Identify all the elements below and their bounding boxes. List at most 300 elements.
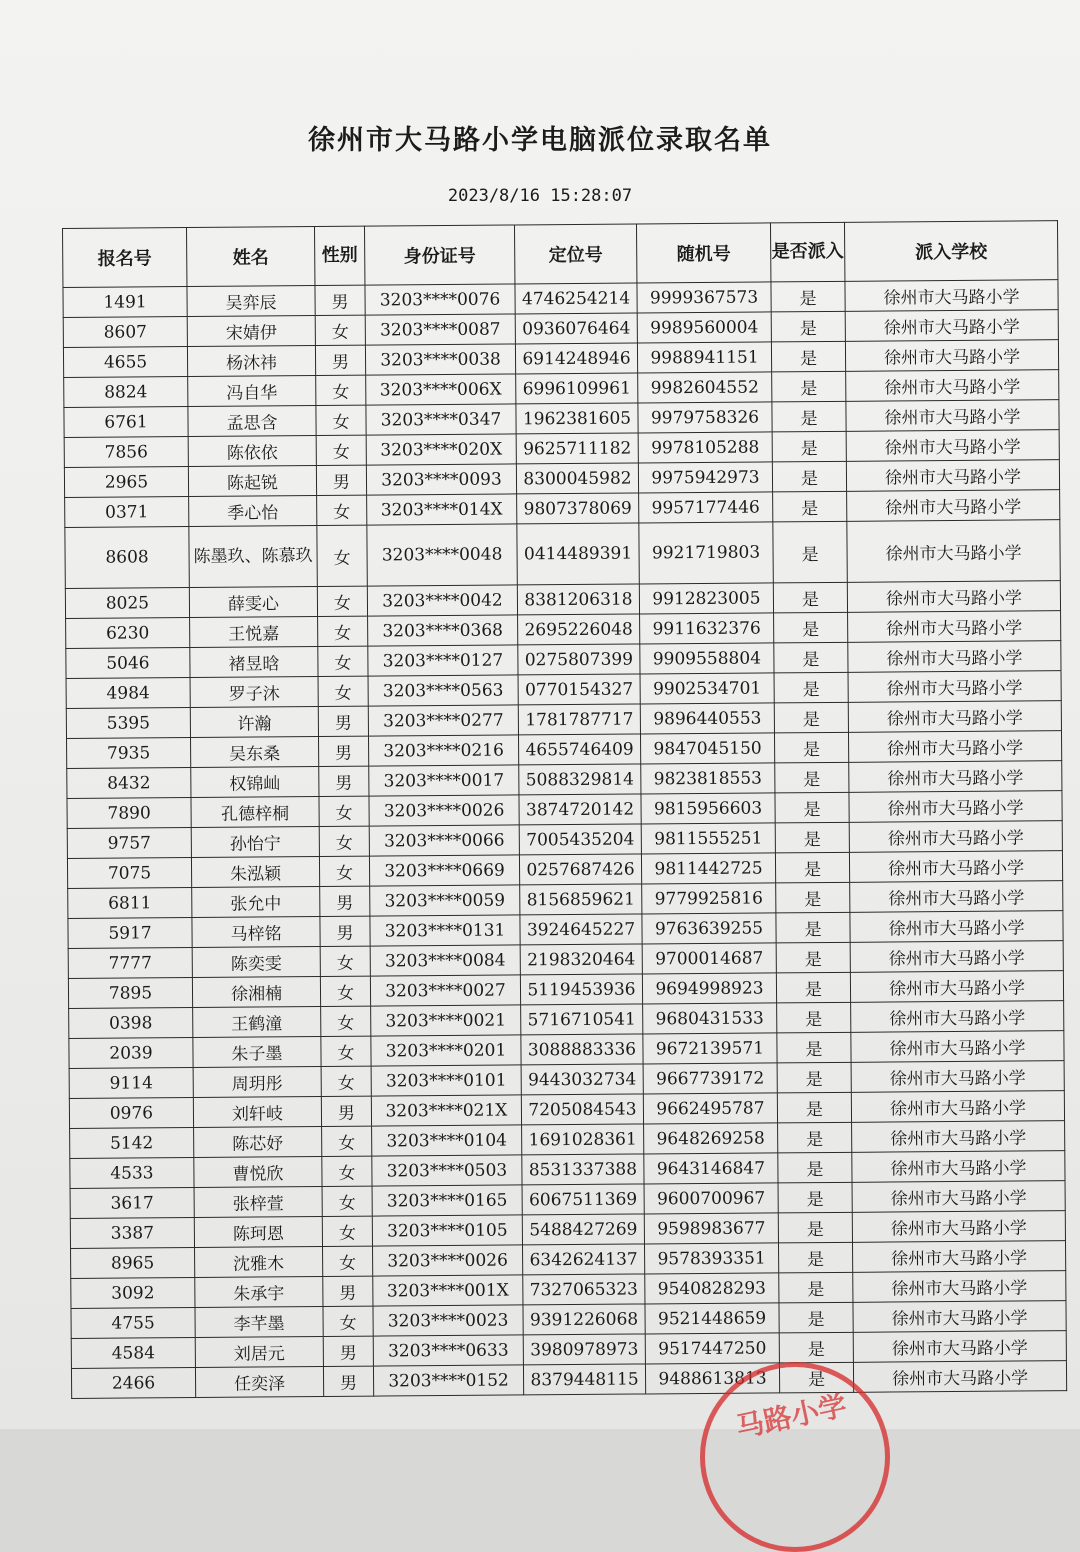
id-number-cell: 3203****0105	[372, 1215, 522, 1246]
position-number-cell: 5088329814	[519, 764, 641, 795]
name-cell: 曹悦欣	[194, 1156, 322, 1187]
name-cell: 罗子沐	[190, 677, 318, 708]
school-cell: 徐州市大马路小学	[851, 1031, 1064, 1063]
assigned-cell: 是	[778, 1212, 852, 1243]
position-number-cell: 2198320464	[520, 944, 642, 975]
id-number-cell: 3203****0216	[369, 735, 519, 766]
name-cell: 陈芯妤	[194, 1126, 322, 1157]
reg-number-cell: 3617	[70, 1187, 194, 1218]
name-cell: 陈依依	[188, 436, 316, 467]
reg-number-cell: 5142	[70, 1127, 194, 1158]
assigned-cell: 是	[778, 1242, 852, 1273]
reg-number-cell: 4655	[63, 347, 187, 378]
id-number-cell: 3203****020X	[366, 434, 516, 465]
school-cell: 徐州市大马路小学	[846, 430, 1059, 462]
random-number-cell: 9911632376	[640, 613, 774, 644]
school-cell: 徐州市大马路小学	[852, 1241, 1065, 1273]
assigned-cell: 是	[779, 1302, 853, 1333]
gender-cell: 女	[321, 1066, 371, 1096]
assigned-cell: 是	[773, 582, 847, 613]
random-number-cell: 9643146847	[644, 1153, 778, 1184]
position-number-cell: 0257687426	[519, 854, 641, 885]
name-cell: 朱承宇	[195, 1276, 323, 1307]
reg-number-cell: 5395	[66, 708, 190, 739]
gender-cell: 男	[318, 706, 368, 736]
id-number-cell: 3203****0021	[371, 1005, 521, 1036]
position-number-cell: 8379448115	[523, 1364, 645, 1395]
reg-number-cell: 7890	[67, 798, 191, 829]
school-cell: 徐州市大马路小学	[850, 971, 1063, 1003]
reg-number-cell: 7075	[67, 858, 191, 889]
name-cell: 徐湘楠	[192, 976, 320, 1007]
random-number-cell: 9847045150	[640, 733, 774, 764]
id-number-cell: 3203****0131	[370, 915, 520, 946]
gender-cell: 女	[316, 375, 366, 405]
position-number-cell: 0936076464	[515, 313, 637, 344]
name-cell: 王鹤潼	[193, 1006, 321, 1037]
gender-cell: 男	[319, 736, 369, 766]
gender-cell: 男	[315, 285, 365, 315]
reg-number-cell: 3387	[70, 1217, 194, 1248]
position-number-cell: 8531337388	[522, 1154, 644, 1185]
assigned-cell: 是	[775, 762, 849, 793]
id-number-cell: 3203****0027	[370, 975, 520, 1006]
column-header: 定位号	[514, 224, 636, 284]
gender-cell: 男	[323, 1336, 373, 1366]
assigned-cell: 是	[774, 702, 848, 733]
random-number-cell: 9902534701	[640, 673, 774, 704]
random-number-cell: 9811442725	[641, 853, 775, 884]
position-number-cell: 7005435204	[519, 824, 641, 855]
school-cell: 徐州市大马路小学	[853, 1271, 1066, 1303]
position-number-cell: 6914248946	[515, 343, 637, 374]
id-number-cell: 3203****0104	[372, 1125, 522, 1156]
gender-cell: 女	[317, 586, 367, 616]
school-cell: 徐州市大马路小学	[852, 1181, 1065, 1213]
position-number-cell: 1781787717	[518, 704, 640, 735]
reg-number-cell: 2965	[64, 467, 188, 498]
reg-number-cell: 6811	[68, 888, 192, 919]
random-number-cell: 9540828293	[645, 1273, 779, 1304]
assigned-cell: 是	[772, 371, 846, 402]
random-number-cell: 9979758326	[638, 402, 772, 433]
random-number-cell: 9598983677	[644, 1213, 778, 1244]
assigned-cell: 是	[774, 612, 848, 643]
school-cell: 徐州市大马路小学	[852, 1121, 1065, 1153]
school-cell: 徐州市大马路小学	[848, 641, 1061, 673]
id-number-cell: 3203****014X	[367, 494, 517, 525]
school-cell: 徐州市大马路小学	[848, 701, 1061, 733]
id-number-cell: 3203****0026	[373, 1245, 523, 1276]
gender-cell: 男	[316, 465, 366, 495]
school-cell: 徐州市大马路小学	[849, 761, 1062, 793]
position-number-cell: 3874720142	[519, 794, 641, 825]
name-cell: 季心怡	[189, 496, 317, 527]
position-number-cell: 9443032734	[521, 1064, 643, 1095]
school-cell: 徐州市大马路小学	[847, 581, 1060, 613]
assigned-cell: 是	[776, 912, 850, 943]
reg-number-cell: 9757	[67, 828, 191, 859]
id-number-cell: 3203****0201	[371, 1035, 521, 1066]
school-cell: 徐州市大马路小学	[850, 911, 1063, 943]
name-cell: 沈雅木	[195, 1246, 323, 1277]
assigned-cell: 是	[774, 732, 848, 763]
assigned-cell: 是	[778, 1122, 852, 1153]
school-cell: 徐州市大马路小学	[851, 1091, 1064, 1123]
assigned-cell: 是	[773, 521, 847, 583]
random-number-cell: 9680431533	[643, 1003, 777, 1034]
reg-number-cell: 8025	[65, 588, 189, 619]
id-number-cell: 3203****0368	[368, 615, 518, 646]
name-cell: 张梓萱	[194, 1186, 322, 1217]
reg-number-cell: 0398	[69, 1007, 193, 1038]
id-number-cell: 3203****0026	[369, 795, 519, 826]
position-number-cell: 8300045982	[516, 463, 638, 494]
gender-cell: 女	[320, 976, 370, 1006]
position-number-cell: 3980978973	[523, 1334, 645, 1365]
school-cell: 徐州市大马路小学	[845, 340, 1058, 372]
random-number-cell: 9921719803	[639, 522, 773, 584]
reg-number-cell: 8824	[64, 377, 188, 408]
position-number-cell: 2695226048	[518, 614, 640, 645]
gender-cell: 女	[321, 1006, 371, 1036]
assigned-cell: 是	[772, 401, 846, 432]
reg-number-cell: 6761	[64, 407, 188, 438]
random-number-cell: 9988941151	[637, 342, 771, 373]
name-cell: 周玥彤	[193, 1066, 321, 1097]
name-cell: 朱泓颖	[191, 856, 319, 887]
school-cell: 徐州市大马路小学	[849, 821, 1062, 853]
random-number-cell: 9957177446	[639, 492, 773, 523]
id-number-cell: 3203****0277	[368, 705, 518, 736]
name-cell: 朱子墨	[193, 1036, 321, 1067]
name-cell: 宋婧伊	[187, 316, 315, 347]
reg-number-cell: 4584	[71, 1337, 195, 1368]
school-cell: 徐州市大马路小学	[847, 490, 1060, 522]
school-cell: 徐州市大马路小学	[846, 460, 1059, 492]
gender-cell: 女	[317, 525, 367, 586]
reg-number-cell: 2039	[69, 1037, 193, 1068]
reg-number-cell: 4533	[70, 1157, 194, 1188]
name-cell: 许瀚	[190, 707, 318, 738]
gender-cell: 女	[318, 676, 368, 706]
gender-cell: 男	[323, 1366, 373, 1396]
school-cell: 徐州市大马路小学	[851, 1001, 1064, 1033]
name-cell: 刘轩岐	[193, 1096, 321, 1127]
reg-number-cell: 5046	[66, 648, 190, 679]
assigned-cell: 是	[779, 1362, 853, 1393]
assigned-cell: 是	[777, 1092, 851, 1123]
school-cell: 徐州市大马路小学	[851, 1061, 1064, 1093]
school-cell: 徐州市大马路小学	[853, 1331, 1066, 1363]
reg-number-cell: 8432	[67, 768, 191, 799]
reg-number-cell: 1491	[63, 287, 187, 318]
assigned-cell: 是	[775, 852, 849, 883]
position-number-cell: 6067511369	[522, 1184, 644, 1215]
assigned-cell: 是	[773, 491, 847, 522]
random-number-cell: 9823818553	[641, 763, 775, 794]
id-number-cell: 3203****0101	[371, 1065, 521, 1096]
assigned-cell: 是	[771, 281, 845, 312]
random-number-cell: 9763639255	[642, 913, 776, 944]
reg-number-cell: 9114	[69, 1067, 193, 1098]
gender-cell: 女	[322, 1216, 372, 1246]
assigned-cell: 是	[777, 1062, 851, 1093]
position-number-cell: 0275807399	[518, 644, 640, 675]
reg-number-cell: 8607	[63, 317, 187, 348]
reg-number-cell: 3092	[71, 1277, 195, 1308]
name-cell: 陈珂恩	[194, 1216, 322, 1247]
reg-number-cell: 7935	[67, 738, 191, 769]
random-number-cell: 9975942973	[638, 462, 772, 493]
reg-number-cell: 7856	[64, 437, 188, 468]
position-number-cell: 5716710541	[521, 1004, 643, 1035]
school-cell: 徐州市大马路小学	[845, 280, 1058, 312]
admission-table	[62, 220, 1067, 1399]
gender-cell: 女	[319, 856, 369, 886]
name-cell: 杨沐祎	[187, 346, 315, 377]
id-number-cell: 3203****0084	[370, 945, 520, 976]
column-header: 报名号	[63, 228, 187, 288]
name-cell: 马梓铭	[192, 916, 320, 947]
school-cell: 徐州市大马路小学	[853, 1301, 1066, 1333]
random-number-cell: 9912823005	[639, 583, 773, 614]
name-cell: 陈起锐	[188, 466, 316, 497]
position-number-cell: 6342624137	[523, 1244, 645, 1275]
position-number-cell: 8156859621	[520, 884, 642, 915]
position-number-cell: 9391226068	[523, 1304, 645, 1335]
name-cell: 陈奕雯	[192, 946, 320, 977]
id-number-cell: 3203****0076	[365, 284, 515, 315]
position-number-cell: 0770154327	[518, 674, 640, 705]
gender-cell: 男	[320, 916, 370, 946]
id-number-cell: 3203****0347	[366, 404, 516, 435]
column-header: 是否派入	[770, 222, 844, 282]
reg-number-cell: 2466	[71, 1367, 195, 1398]
school-cell: 徐州市大马路小学	[848, 611, 1061, 643]
reg-number-cell: 6230	[66, 618, 190, 649]
column-header: 派入学校	[844, 221, 1057, 282]
reg-number-cell: 0371	[65, 497, 189, 528]
reg-number-cell: 4755	[71, 1307, 195, 1338]
random-number-cell: 9896440553	[640, 703, 774, 734]
name-cell: 冯自华	[188, 376, 316, 407]
position-number-cell: 1691028361	[522, 1124, 644, 1155]
gender-cell: 女	[322, 1186, 372, 1216]
seal-text: 马路小学	[733, 1388, 850, 1445]
assigned-cell: 是	[779, 1272, 853, 1303]
assigned-cell: 是	[776, 972, 850, 1003]
random-number-cell: 9978105288	[638, 432, 772, 463]
position-number-cell: 7205084543	[521, 1094, 643, 1125]
id-number-cell: 3203****0059	[370, 885, 520, 916]
id-number-cell: 3203****0563	[368, 675, 518, 706]
assigned-cell: 是	[777, 1002, 851, 1033]
gender-cell: 男	[315, 345, 365, 375]
school-cell: 徐州市大马路小学	[852, 1151, 1065, 1183]
id-number-cell: 3203****0087	[365, 314, 515, 345]
assigned-cell: 是	[775, 792, 849, 823]
random-number-cell: 9694998923	[642, 973, 776, 1004]
gender-cell: 女	[316, 405, 366, 435]
random-number-cell: 9672139571	[643, 1033, 777, 1064]
reg-number-cell: 7895	[68, 977, 192, 1008]
assigned-cell: 是	[778, 1152, 852, 1183]
random-number-cell: 9909558804	[640, 643, 774, 674]
id-number-cell: 3203****0023	[373, 1305, 523, 1336]
random-number-cell: 9667739172	[643, 1063, 777, 1094]
assigned-cell: 是	[774, 642, 848, 673]
school-cell: 徐州市大马路小学	[849, 791, 1062, 823]
gender-cell: 女	[322, 1126, 372, 1156]
assigned-cell: 是	[774, 672, 848, 703]
position-number-cell: 4746254214	[515, 283, 637, 314]
id-number-cell: 3203****0152	[373, 1365, 523, 1396]
gender-cell: 女	[319, 796, 369, 826]
id-number-cell: 3203****006X	[366, 374, 516, 405]
gender-cell: 女	[318, 616, 368, 646]
gender-cell: 女	[315, 315, 365, 345]
id-number-cell: 3203****0633	[373, 1335, 523, 1366]
column-header: 随机号	[636, 223, 770, 283]
reg-number-cell: 7777	[68, 947, 192, 978]
gender-cell: 女	[318, 646, 368, 676]
reg-number-cell: 5917	[68, 918, 192, 949]
assigned-cell: 是	[772, 431, 846, 462]
reg-number-cell: 8608	[65, 527, 189, 589]
position-number-cell: 5488427269	[522, 1214, 644, 1245]
assigned-cell: 是	[771, 311, 845, 342]
assigned-cell: 是	[775, 822, 849, 853]
school-cell: 徐州市大马路小学	[850, 881, 1063, 913]
school-cell: 徐州市大马路小学	[849, 851, 1062, 883]
name-cell: 孙怡宁	[191, 826, 319, 857]
random-number-cell: 9811555251	[641, 823, 775, 854]
name-cell: 吴弈辰	[187, 286, 315, 317]
gender-cell: 女	[323, 1306, 373, 1336]
school-cell: 徐州市大马路小学	[846, 370, 1059, 402]
random-number-cell: 9815956603	[641, 793, 775, 824]
assigned-cell: 是	[777, 1032, 851, 1063]
name-cell: 吴东桑	[191, 737, 319, 768]
gender-cell: 男	[323, 1276, 373, 1306]
column-header: 姓名	[187, 227, 315, 287]
random-number-cell: 9989560004	[637, 312, 771, 343]
gender-cell: 女	[321, 1036, 371, 1066]
gender-cell: 女	[319, 826, 369, 856]
assigned-cell: 是	[776, 882, 850, 913]
id-number-cell: 3203****0042	[367, 585, 517, 616]
random-number-cell: 9779925816	[642, 883, 776, 914]
gender-cell: 男	[321, 1096, 371, 1126]
random-number-cell: 9648269258	[644, 1123, 778, 1154]
random-number-cell: 9700014687	[642, 943, 776, 974]
official-seal	[700, 1362, 890, 1552]
table-row	[65, 520, 1060, 589]
name-cell: 孟思含	[188, 406, 316, 437]
name-cell: 陈墨玖、陈慕玖	[189, 526, 317, 588]
school-cell: 徐州市大马路小学	[850, 941, 1063, 973]
id-number-cell: 3203****0127	[368, 645, 518, 676]
position-number-cell: 9807378069	[517, 493, 639, 524]
school-cell: 徐州市大马路小学	[846, 400, 1059, 432]
random-number-cell: 9517447250	[645, 1333, 779, 1364]
random-number-cell: 9982604552	[638, 372, 772, 403]
id-number-cell: 3203****0165	[372, 1185, 522, 1216]
position-number-cell: 6996109961	[516, 373, 638, 404]
position-number-cell: 8381206318	[517, 584, 639, 615]
name-cell: 李芊墨	[195, 1306, 323, 1337]
id-number-cell: 3203****001X	[373, 1275, 523, 1306]
name-cell: 权锦屾	[191, 767, 319, 798]
column-header: 性别	[314, 226, 364, 285]
school-cell: 徐州市大马路小学	[848, 671, 1061, 703]
position-number-cell: 3088883336	[521, 1034, 643, 1065]
gender-cell: 女	[322, 1156, 372, 1186]
reg-number-cell: 8965	[71, 1247, 195, 1278]
school-cell: 徐州市大马路小学	[845, 310, 1058, 342]
assigned-cell: 是	[778, 1182, 852, 1213]
gender-cell: 男	[319, 766, 369, 796]
gender-cell: 女	[316, 435, 366, 465]
position-number-cell: 9625711182	[516, 433, 638, 464]
school-cell: 徐州市大马路小学	[848, 731, 1061, 763]
position-number-cell: 1962381605	[516, 403, 638, 434]
name-cell: 刘居元	[195, 1336, 323, 1367]
id-number-cell: 3203****0038	[365, 344, 515, 375]
name-cell: 褚昱晗	[190, 647, 318, 678]
id-number-cell: 3203****0048	[367, 524, 517, 586]
column-header: 身份证号	[364, 225, 514, 285]
position-number-cell: 3924645227	[520, 914, 642, 945]
id-number-cell: 3203****0669	[369, 855, 519, 886]
name-cell: 任奕泽	[195, 1366, 323, 1397]
random-number-cell: 9662495787	[643, 1093, 777, 1124]
name-cell: 薛雯心	[189, 587, 317, 618]
assigned-cell: 是	[779, 1332, 853, 1363]
assigned-cell: 是	[771, 341, 845, 372]
gender-cell: 女	[317, 495, 367, 525]
id-number-cell: 3203****0093	[366, 464, 516, 495]
random-number-cell: 9488613813	[645, 1363, 779, 1394]
school-cell: 徐州市大马路小学	[852, 1211, 1065, 1243]
id-number-cell: 3203****0066	[369, 825, 519, 856]
position-number-cell: 5119453936	[520, 974, 642, 1005]
random-number-cell: 9600700967	[644, 1183, 778, 1214]
name-cell: 孔德梓桐	[191, 796, 319, 827]
name-cell: 王悦嘉	[190, 617, 318, 648]
reg-number-cell: 0976	[69, 1097, 193, 1128]
id-number-cell: 3203****0017	[369, 765, 519, 796]
print-timestamp: 2023/8/16 15:28:07	[447, 186, 633, 206]
position-number-cell: 7327065323	[523, 1274, 645, 1305]
reg-number-cell: 4984	[66, 678, 190, 709]
page-title: 徐州市大马路小学电脑派位录取名单	[308, 125, 772, 156]
random-number-cell: 9999367573	[637, 282, 771, 313]
table-header-row	[63, 221, 1058, 288]
random-number-cell: 9578393351	[644, 1243, 778, 1274]
school-cell: 徐州市大马路小学	[847, 520, 1060, 583]
assigned-cell: 是	[776, 942, 850, 973]
gender-cell: 女	[320, 946, 370, 976]
id-number-cell: 3203****0503	[372, 1155, 522, 1186]
gender-cell: 男	[320, 886, 370, 916]
id-number-cell: 3203****021X	[371, 1095, 521, 1126]
table-body	[63, 280, 1067, 1399]
gender-cell: 女	[323, 1246, 373, 1276]
name-cell: 张允中	[192, 886, 320, 917]
position-number-cell: 0414489391	[517, 523, 639, 585]
